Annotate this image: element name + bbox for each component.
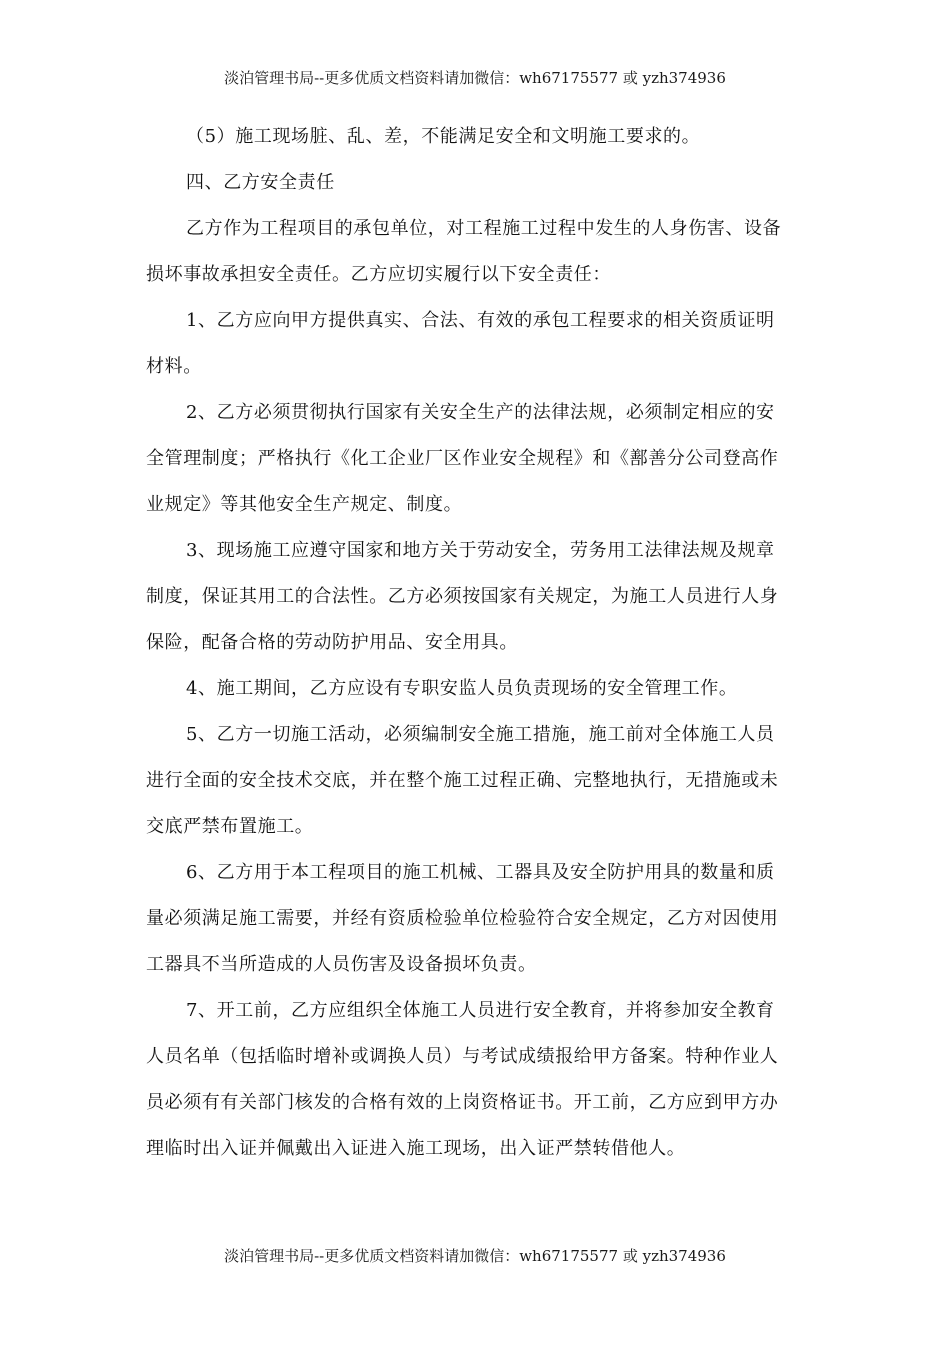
section-heading: 四、乙方安全责任 (186, 172, 335, 193)
text-line: 全管理制度；严格执行《化工企业厂区作业安全规程》和《鄯善分公司登高作 (146, 448, 779, 469)
text-line: 7、开工前，乙方应组织全体施工人员进行安全教育，并将参加安全教育 (186, 1000, 775, 1021)
text-line: 6、乙方用于本工程项目的施工机械、工器具及安全防护用具的数量和质 (186, 862, 775, 883)
text-line: 1、乙方应向甲方提供真实、合法、有效的承包工程要求的相关资质证明 (186, 310, 775, 331)
text-line: 损坏事故承担安全责任。乙方应切实履行以下安全责任： (146, 264, 611, 285)
text-line: 制度，保证其用工的合法性。乙方必须按国家有关规定，为施工人员进行人身 (146, 586, 779, 607)
text-line: 交底严禁布置施工。 (146, 816, 314, 837)
text-line: 量必须满足施工需要，并经有资质检验单位检验符合安全规定，乙方对因使用 (146, 908, 779, 929)
text-line: 工器具不当所造成的人员伤害及设备损坏负责。 (146, 954, 537, 975)
text-line: 2、乙方必须贯彻执行国家有关安全生产的法律法规，必须制定相应的安 (186, 402, 775, 423)
text-line: 保险，配备合格的劳动防护用品、安全用具。 (146, 632, 518, 653)
text-line: 材料。 (146, 356, 202, 377)
text-line: 3、现场施工应遵守国家和地方关于劳动安全，劳务用工法律法规及规章 (186, 540, 775, 561)
text-line: 5、乙方一切施工活动，必须编制安全施工措施，施工前对全体施工人员 (186, 724, 775, 745)
page-footer: 淡泊管理书局--更多优质文档资料请加微信：wh67175577 或 yzh374936 (224, 1247, 726, 1265)
page-header: 淡泊管理书局--更多优质文档资料请加微信：wh67175577 或 yzh374936 (224, 69, 726, 87)
text-line: 理临时出入证并佩戴出入证进入施工现场，出入证严禁转借他人。 (146, 1138, 686, 1159)
text-line: （5）施工现场脏、乱、差，不能满足安全和文明施工要求的。 (186, 126, 701, 147)
text-line: 4、施工期间，乙方应设有专职安监人员负责现场的安全管理工作。 (186, 678, 738, 699)
text-line: 业规定》等其他安全生产规定、制度。 (146, 494, 463, 515)
text-line: 进行全面的安全技术交底，并在整个施工过程正确、完整地执行，无措施或未 (146, 770, 779, 791)
body-text (146, 114, 806, 1172)
text-line: 人员名单（包括临时增补或调换人员）与考试成绩报给甲方备案。特种作业人 (146, 1046, 779, 1067)
text-line: 员必须有有关部门核发的合格有效的上岗资格证书。开工前，乙方应到甲方办 (146, 1092, 779, 1113)
text-line: 乙方作为工程项目的承包单位，对工程施工过程中发生的人身伤害、设备 (186, 218, 782, 239)
